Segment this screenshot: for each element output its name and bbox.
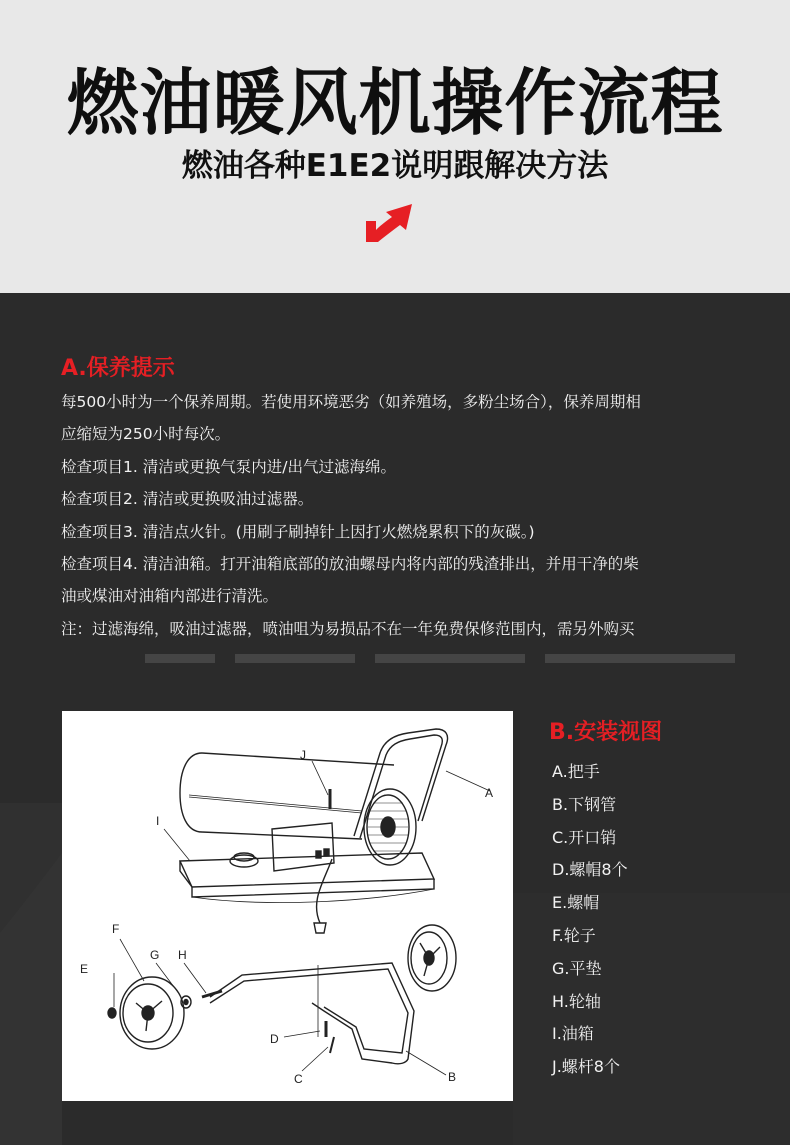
list-item: A.把手 [552, 762, 600, 781]
list-item: E.螺帽 [552, 893, 600, 913]
label-i: I [156, 814, 160, 828]
heater-body [180, 753, 416, 865]
list-item: I.油箱 [552, 1024, 594, 1044]
paragraph: 每500小时为一个保养周期。若使用环境恶劣（如养殖场，多粉尘场合），保养周期相 [61, 393, 641, 411]
power-cord [317, 859, 332, 923]
page-subtitle: 燃油各种E1E2说明跟解决方法 [181, 148, 609, 184]
list-item: D.螺帽8个 [552, 860, 628, 880]
label-h: H [178, 948, 187, 962]
list-item: J.螺杆8个 [552, 1057, 620, 1077]
lower-tube [210, 963, 414, 1064]
label-f: F [112, 922, 120, 936]
list-item: H.轮轴 [552, 991, 601, 1011]
handle [354, 729, 448, 838]
paragraph: 注：过滤海绵，吸油过滤器，喷油咀为易损品不在一年免费保修范围内，需另外购买 [61, 619, 635, 638]
paragraph: 油或煤油对油箱内部进行清洗。 [61, 587, 279, 606]
list-item: F.轮子 [552, 925, 596, 945]
list-item: B.下钢管 [552, 794, 617, 814]
maintenance-section-title: A.保养提示 [61, 356, 175, 381]
installation-section-title: B.安装视图 [549, 720, 663, 745]
diagram-labels [80, 748, 493, 1086]
paragraph: 检查项目1. 清洁或更换气泵内进/出气过滤海绵。 [61, 457, 396, 476]
label-d: D [270, 1032, 279, 1046]
leader-lines [114, 761, 490, 1075]
label-j: J [300, 748, 306, 762]
label-c: C [294, 1072, 303, 1086]
label-g: G [150, 948, 160, 962]
paragraph: 检查项目2. 清洁或更换吸油过滤器。 [61, 490, 314, 509]
paragraph: 检查项目3. 清洁点火针。(用刷子刷掉针上因打火燃烧累积下的灰碳。) [61, 522, 535, 541]
nut-part [108, 1008, 116, 1018]
label-b: B [448, 1070, 457, 1084]
pin-part-2 [330, 1037, 334, 1053]
maintenance-text [61, 386, 751, 645]
heater-drawing [62, 711, 513, 1101]
list-item: C.开口销 [552, 827, 617, 847]
parts-list [552, 756, 628, 1084]
label-e: E [80, 962, 89, 976]
label-a: A [485, 786, 494, 800]
page-title: 燃油暖风机操作流程 [66, 61, 724, 145]
faded-text-artifact [145, 648, 735, 670]
list-item: G.平垫 [552, 958, 602, 978]
header-banner [0, 0, 790, 293]
paragraph: 检查项目4. 清洁油箱。打开油箱底部的放油螺母内将内部的残渣排出，并用干净的柴 [61, 555, 639, 574]
paragraph: 应缩短为250小时每次。 [61, 425, 231, 444]
right-wheel [408, 925, 456, 991]
installation-diagram [62, 711, 513, 1101]
arrow-icon [366, 204, 412, 242]
plug [314, 923, 326, 933]
